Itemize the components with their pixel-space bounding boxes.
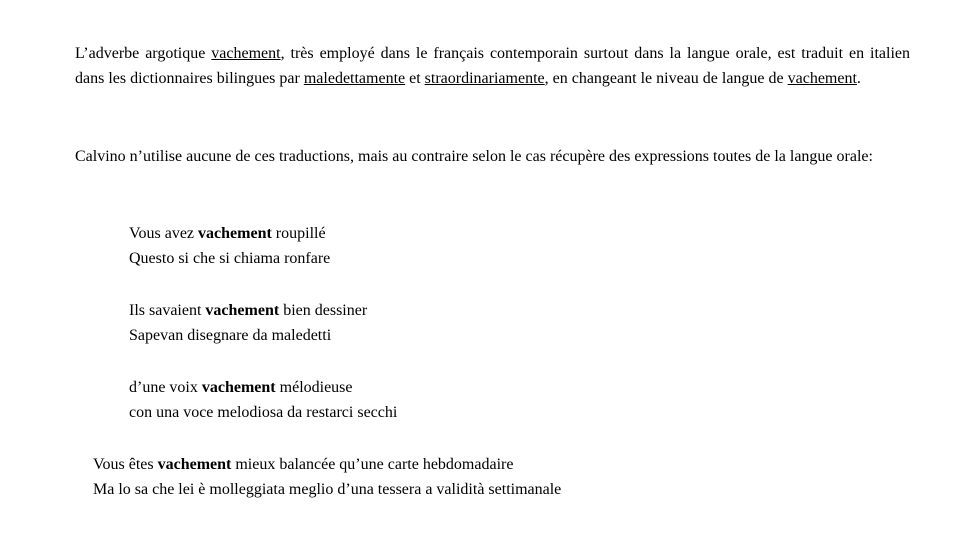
example-pair	[93, 452, 561, 502]
example-text: mélodieuse	[275, 379, 353, 396]
paragraph-text: , en changeant le niveau de langue de	[544, 70, 788, 87]
example-text: bien dessiner	[279, 302, 368, 319]
example-bold-term: vachement	[198, 225, 272, 242]
underlined-term-vachement: vachement	[787, 70, 857, 87]
example-italian-line: Questo si che si chiama ronfare	[129, 250, 331, 267]
example-text: Ils savaient	[129, 302, 206, 319]
example-italian-line: con una voce melodiosa da restarci secchi	[129, 404, 398, 421]
paragraph-text: , très employé dans le français contemporain surtout dans la langue orale, est traduit en italien dans les dictionnaires bilingues par	[75, 45, 910, 87]
example-pair	[129, 375, 397, 425]
example-french-line	[129, 221, 330, 246]
example-italian-line: Sapevan disegnare da maledetti	[129, 327, 332, 344]
example-pair	[129, 298, 367, 348]
example-italian-line: Ma lo sa che lei è molleggiata meglio d’una tessera a validità settimanale	[93, 481, 562, 498]
second-paragraph: Calvino n’utilise aucune de ces traductions, mais au contraire selon le cas récupère des expressions toutes de la langue orale:	[75, 148, 873, 165]
example-french-line	[129, 298, 367, 323]
example-bold-term: vachement	[201, 379, 276, 396]
underlined-term-straordinariamente: straordinariamente	[424, 70, 545, 87]
underlined-term-vachement: vachement	[211, 45, 281, 62]
example-bold-term: vachement	[157, 456, 232, 473]
example-bold-term: vachement	[205, 302, 280, 319]
example-text: d’une voix	[129, 379, 202, 396]
example-text: Vous êtes	[93, 456, 158, 473]
underlined-term-maledettamente: maledettamente	[303, 70, 406, 87]
paragraph-text: L’adverbe argotique	[75, 45, 212, 62]
intro-paragraph	[75, 41, 910, 91]
example-text: roupillé	[271, 225, 326, 242]
example-text: Vous avez	[129, 225, 199, 242]
paragraph-text: .	[856, 70, 861, 87]
example-french-line	[129, 375, 397, 400]
example-text: mieux balancée qu’une carte hebdomadaire	[231, 456, 514, 473]
paragraph-text: et	[405, 70, 425, 87]
example-french-line	[93, 452, 561, 477]
example-pair	[129, 221, 330, 271]
